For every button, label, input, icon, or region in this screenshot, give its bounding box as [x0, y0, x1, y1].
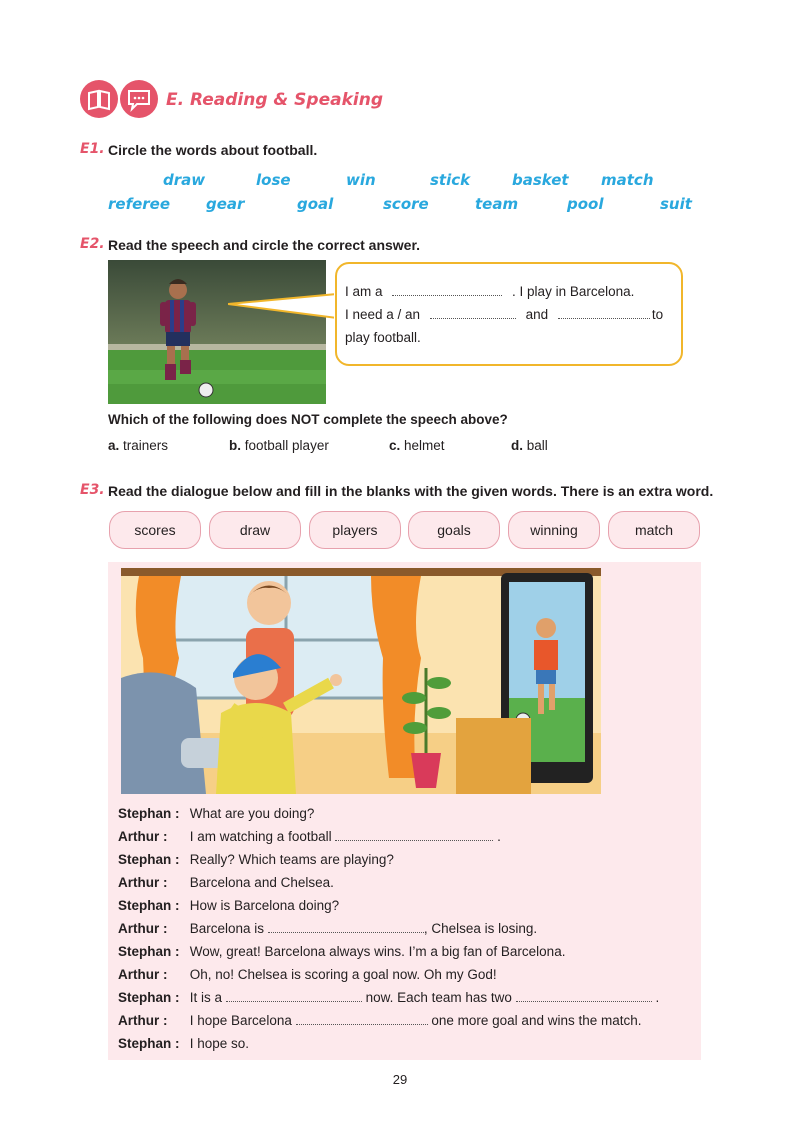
word-item[interactable]: gear: [206, 195, 245, 213]
option-letter: b.: [229, 438, 241, 453]
football-player-photo: [108, 260, 326, 404]
option-letter: c.: [389, 438, 401, 453]
dialogue-line: [118, 944, 565, 959]
speech-line3: play football.: [345, 330, 421, 345]
word-card[interactable]: players: [309, 511, 401, 549]
e2-instruction: Read the speech and circle the correct answer.: [108, 237, 421, 253]
word-item[interactable]: stick: [430, 171, 471, 189]
line-text: Barcelona is: [189, 921, 265, 936]
line-text-end: .: [655, 990, 660, 1005]
word-card[interactable]: winning: [508, 511, 600, 549]
speech-line2-start: I need a / an: [345, 307, 421, 322]
line-text: I am watching a football: [189, 829, 332, 844]
speaker-sep: :: [163, 829, 168, 844]
word-card[interactable]: scores: [109, 511, 201, 549]
word-item[interactable]: score: [383, 195, 429, 213]
e3-instruction: Read the dialogue below and fill in the blanks with the given words. There is an extra word.: [108, 483, 714, 499]
e1-instruction: Circle the words about football.: [108, 142, 318, 158]
dialogue-line: [118, 1013, 642, 1028]
dialogue-blank-2[interactable]: [268, 922, 424, 933]
option-b[interactable]: [229, 438, 329, 453]
page-number: 29: [392, 1072, 408, 1087]
speech-bubble: [335, 262, 683, 366]
word-item[interactable]: goal: [297, 195, 334, 213]
line-text-end: , Chelsea is losing.: [423, 921, 538, 936]
line-text: How is Barcelona doing?: [189, 898, 340, 913]
speaker-name: Arthur: [118, 829, 160, 844]
word-item[interactable]: win: [346, 171, 376, 189]
option-text: helmet: [404, 438, 445, 453]
e2-question: Which of the following does NOT complete the speech above?: [108, 412, 508, 427]
speaker-name: Stephan: [118, 990, 172, 1005]
word-item[interactable]: draw: [163, 171, 206, 189]
word-item[interactable]: referee: [108, 195, 171, 213]
dialogue-blank-4[interactable]: [516, 991, 652, 1002]
speech-bubble-icon: [120, 80, 158, 118]
speaker-sep: :: [175, 944, 180, 959]
option-text: football player: [244, 438, 329, 453]
option-c[interactable]: [389, 438, 445, 453]
speaker-sep: :: [163, 875, 168, 890]
option-text: ball: [526, 438, 548, 453]
speaker-sep: :: [175, 898, 180, 913]
dialogue-blank-1[interactable]: [335, 830, 493, 841]
speaker-sep: :: [175, 990, 180, 1005]
word-item[interactable]: match: [601, 171, 654, 189]
blank-2[interactable]: [430, 308, 516, 319]
speaker-sep: :: [163, 921, 168, 936]
speaker-sep: :: [175, 806, 180, 821]
word-item[interactable]: suit: [660, 195, 692, 213]
line-text-end: one more goal and wins the match.: [431, 1013, 642, 1028]
option-letter: a.: [108, 438, 120, 453]
option-letter: d.: [511, 438, 523, 453]
speaker-name: Stephan: [118, 1036, 172, 1051]
speaker-name: Stephan: [118, 944, 172, 959]
dialogue-line: [118, 852, 394, 867]
book-icon: [80, 80, 118, 118]
section-title: E. Reading & Speaking: [166, 90, 383, 110]
dialogue-line: [118, 875, 334, 890]
speaker-sep: :: [175, 1036, 180, 1051]
line-text-mid: now. Each team has two: [365, 990, 512, 1005]
speaker-name: Arthur: [118, 967, 160, 982]
speech-line2-mid: and: [525, 307, 549, 322]
line-text: I hope Barcelona: [189, 1013, 292, 1028]
e3-label: E3.: [80, 482, 105, 498]
speaker-name: Stephan: [118, 852, 172, 867]
speaker-name: Arthur: [118, 921, 160, 936]
speaker-name: Stephan: [118, 898, 172, 913]
speaker-name: Stephan: [118, 806, 172, 821]
word-item[interactable]: lose: [256, 171, 291, 189]
dialogue-line: [118, 967, 497, 982]
line-text: Really? Which teams are playing?: [189, 852, 394, 867]
speaker-sep: :: [163, 967, 168, 982]
dialogue-blank-3[interactable]: [226, 991, 362, 1002]
speech-line1-end: . I play in Barcelona.: [512, 284, 635, 299]
blank-1[interactable]: [392, 285, 502, 296]
word-card[interactable]: draw: [209, 511, 301, 549]
speech-bubble-tail: [228, 292, 338, 322]
line-text: What are you doing?: [189, 806, 315, 821]
word-item[interactable]: pool: [567, 195, 604, 213]
speaker-name: Arthur: [118, 875, 160, 890]
word-item[interactable]: basket: [512, 171, 569, 189]
option-d[interactable]: [511, 438, 548, 453]
dialogue-line: [118, 921, 537, 936]
word-item[interactable]: team: [475, 195, 519, 213]
dialogue-line: [118, 1036, 249, 1051]
option-text: trainers: [123, 438, 169, 453]
line-text-end: .: [497, 829, 501, 844]
speech-line1-start: I am a: [345, 284, 383, 299]
e2-label: E2.: [80, 236, 105, 252]
dialogue-line: [118, 806, 314, 821]
line-text: Oh, no! Chelsea is scoring a goal now. Oh my God!: [189, 967, 497, 982]
line-text: Wow, great! Barcelona always wins. I’m a big fan of Barcelona.: [189, 944, 566, 959]
dialogue-blank-5[interactable]: [296, 1014, 428, 1025]
e1-label: E1.: [80, 141, 105, 157]
dialogue-line: [118, 829, 501, 844]
line-text: It is a: [189, 990, 223, 1005]
word-card[interactable]: goals: [408, 511, 500, 549]
dialogue-line: [118, 990, 659, 1005]
speech-line2-end: to: [651, 307, 664, 322]
line-text: Barcelona and Chelsea.: [189, 875, 334, 890]
line-text: I hope so.: [189, 1036, 250, 1051]
blank-3[interactable]: [558, 308, 650, 319]
dialogue-line: [118, 898, 339, 913]
word-card[interactable]: match: [608, 511, 700, 549]
speaker-sep: :: [163, 1013, 168, 1028]
option-a[interactable]: [108, 438, 168, 453]
speaker-name: Arthur: [118, 1013, 160, 1028]
speaker-sep: :: [175, 852, 180, 867]
living-room-illustration: [121, 568, 601, 794]
